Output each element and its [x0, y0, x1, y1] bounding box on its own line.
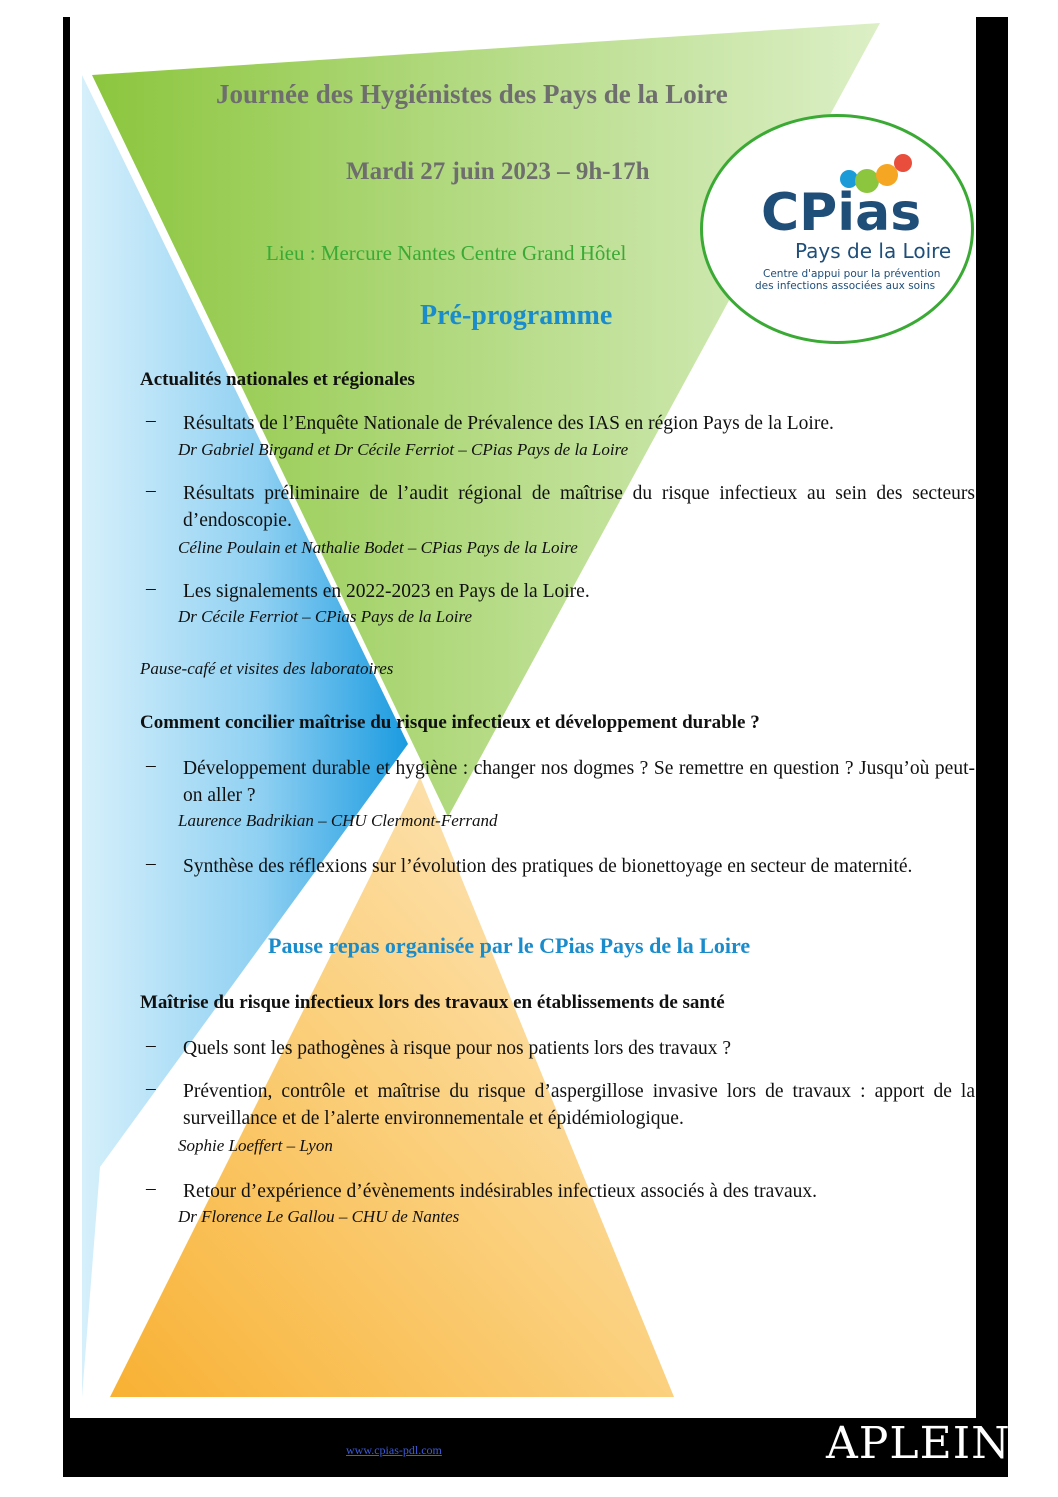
logo-name: CPias — [761, 183, 922, 243]
logo-region: Pays de la Loire — [795, 239, 952, 263]
list-item — [146, 410, 975, 440]
bullet-dash: – — [146, 1078, 156, 1099]
list-item — [146, 853, 975, 909]
item-text: Quels sont les pathogènes à risque pour nos patients lors des travaux ? — [183, 1038, 732, 1059]
event-venue: Lieu : Mercure Nantes Centre Grand Hôtel — [266, 241, 627, 265]
bullet-dash: – — [146, 480, 156, 501]
bullet-dash: – — [146, 853, 156, 874]
page-border-left — [63, 17, 70, 1477]
item-speaker: Dr Gabriel Birgand et Dr Cécile Ferriot – CPias Pays de la Loire — [178, 440, 629, 459]
list-item — [146, 1078, 975, 1134]
bullet-dash: – — [146, 410, 156, 431]
item-speaker: Laurence Badrikian – CHU Clermont-Ferrand — [178, 811, 498, 830]
logo-tagline-line1: Centre d'appui pour la prévention — [763, 268, 941, 280]
item-text: Retour d’expérience d’évènements indésirables infectieux associés à des travaux. — [183, 1181, 818, 1202]
section-heading-2: Comment concilier maîtrise du risque infectieux et développement durable ? — [140, 712, 760, 733]
cpias-logo — [700, 114, 974, 344]
event-title: Journée des Hygiénistes des Pays de la Loire — [216, 79, 728, 109]
event-date: Mardi 27 juin 2023 – 9h-17h — [346, 158, 650, 185]
list-item — [146, 578, 975, 608]
document-page — [70, 17, 976, 1418]
lunch-break: Pause repas organisée par le CPias Pays de la Loire — [268, 933, 751, 958]
program-subtitle: Pré-programme — [420, 300, 613, 331]
list-item — [146, 480, 975, 536]
item-text: Synthèse des réflexions sur l’évolution des pratiques de bionettoyage en secteur de maternité. — [183, 856, 913, 877]
website-link[interactable]: www.cpias-pdl.com — [346, 1443, 442, 1457]
item-text: Résultats préliminaire de l’audit régional de maîtrise du risque infectieux au sein des secteurs d’endoscopie. — [183, 483, 975, 531]
sponsor-logo: APLEIN — [826, 1418, 1011, 1469]
bullet-dash: – — [146, 755, 156, 776]
bullet-dash: – — [146, 578, 156, 599]
list-item — [146, 1035, 975, 1065]
list-item — [146, 755, 975, 811]
item-speaker: Sophie Loeffert – Lyon — [178, 1136, 333, 1155]
item-text: Résultats de l’Enquête Nationale de Prévalence des IAS en région Pays de la Loire. — [183, 413, 834, 434]
logo-tagline-line2: des infections associées aux soins — [755, 280, 936, 292]
bullet-dash: – — [146, 1035, 156, 1056]
item-speaker: Céline Poulain et Nathalie Bodet – CPias Pays de la Loire — [178, 538, 578, 557]
item-speaker: Dr Cécile Ferriot – CPias Pays de la Loire — [178, 607, 473, 626]
section-heading-3: Maîtrise du risque infectieux lors des travaux en établissements de santé — [140, 992, 725, 1013]
item-speaker: Dr Florence Le Gallou – CHU de Nantes — [178, 1207, 460, 1226]
section-heading-1: Actualités nationales et régionales — [140, 369, 415, 390]
list-item — [146, 1178, 975, 1208]
item-text: Les signalements en 2022-2023 en Pays de la Loire. — [183, 581, 590, 602]
item-text: Développement durable et hygiène : changer nos dogmes ? Se remettre en question ? Jusqu’où peut-on aller ? — [183, 758, 975, 806]
bullet-dash: – — [146, 1178, 156, 1199]
item-text: Prévention, contrôle et maîtrise du risque d’aspergillose invasive lors de travaux : apport de la surveillance et de l’alerte environnementale et épidémiologique. — [183, 1081, 975, 1129]
page-border-right — [976, 17, 1008, 1477]
coffee-break: Pause-café et visites des laboratoires — [140, 659, 394, 678]
